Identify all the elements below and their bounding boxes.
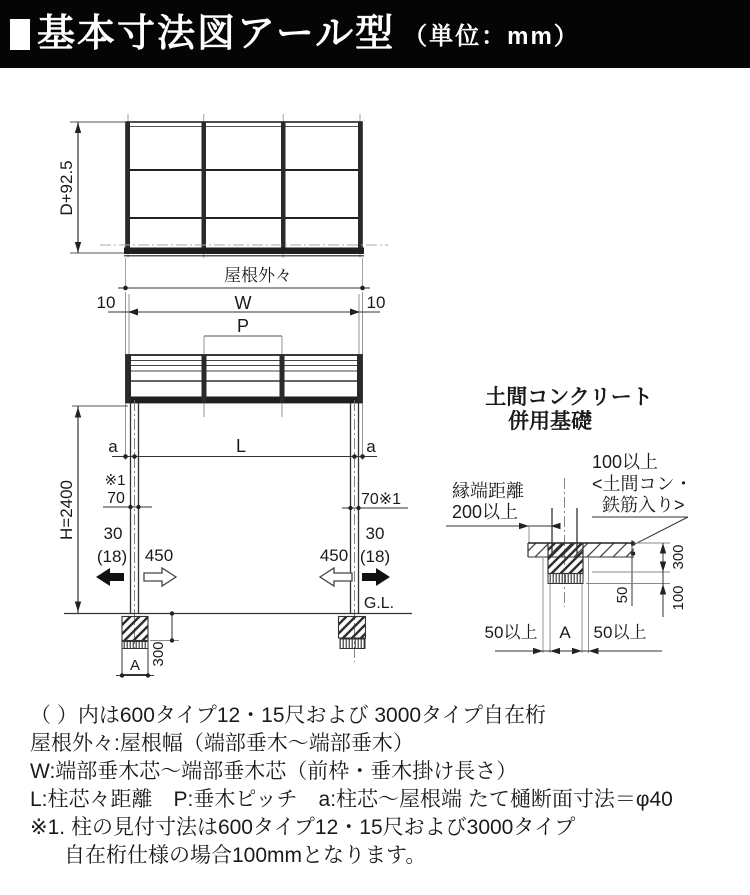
post-width-right-label: 70※1 xyxy=(360,491,402,508)
post-width-left-label: 70 xyxy=(107,490,125,507)
note-line-3: W:端部垂木芯〜端部垂木芯（前枠・垂木掛け長さ） xyxy=(30,760,518,783)
dim-30-left: 30 xyxy=(103,524,123,543)
footing-block xyxy=(548,543,583,574)
arrow-outline-right-icon xyxy=(144,568,176,586)
page-title: 基本寸法図アール型 xyxy=(37,13,396,55)
offset-arrows-right xyxy=(320,524,390,586)
note-line-5: ※1. 柱の見付寸法は600タイプ12・15尺および3000タイプ xyxy=(30,816,576,839)
a-right-label: a xyxy=(366,437,376,456)
note-line-4: L:柱芯々距離 P:垂木ピッチ a:柱芯〜屋根端 たて樋断面寸法＝φ40 xyxy=(30,788,673,811)
depth-dimension xyxy=(57,122,126,253)
roof-outer-label: 屋根外々 xyxy=(224,266,292,285)
offset-arrows-left xyxy=(96,524,176,586)
edge-distance-label-line1: 縁端距離 xyxy=(452,481,524,501)
span-dimension xyxy=(108,403,377,460)
dim-450-left: 450 xyxy=(144,546,174,565)
footing-depth-label: 300 xyxy=(150,641,167,667)
dim-18-right: (18) xyxy=(359,547,391,566)
width-label: W xyxy=(234,293,252,313)
dim-18-left: (18) xyxy=(96,547,128,566)
footing-width-label: A xyxy=(129,657,141,674)
arrow-outline-left-icon xyxy=(320,568,352,586)
note-line-1: （ ）内は600タイプ12・15尺および 3000タイプ自在桁 xyxy=(30,704,547,727)
unit-label: （単位：mm） xyxy=(403,23,580,50)
dim-100-label: 100 xyxy=(670,585,687,611)
arrow-black-left-icon xyxy=(96,568,124,586)
dim-300-label: 300 xyxy=(670,544,687,570)
dimension-drawing xyxy=(0,68,750,690)
front-beam-plan xyxy=(124,248,364,255)
offset-right-label: 10 xyxy=(366,293,386,312)
length-label: L xyxy=(235,436,247,456)
foundation-detail xyxy=(446,385,693,654)
pitch-dimension xyxy=(204,316,282,354)
arrow-black-right-icon xyxy=(362,568,390,586)
note-line-2: 屋根外々:屋根幅（端部垂木〜端部垂木） xyxy=(30,732,414,755)
dim-50-label: 50 xyxy=(614,586,631,604)
post-width-dimension-right xyxy=(342,491,408,510)
gravel-layer xyxy=(548,574,583,584)
offset-left-label: 10 xyxy=(96,293,116,312)
dim-30-right: 30 xyxy=(365,524,385,543)
edge-distance-label-line2: 200以上 xyxy=(452,502,519,522)
height-dim-label: H=2400 xyxy=(57,479,76,541)
detail-title-line2: 併用基礎 xyxy=(508,410,592,433)
title-square-bullet xyxy=(10,19,30,50)
footnotes xyxy=(0,690,750,870)
dim-450-right: 450 xyxy=(319,546,349,565)
roof-panel-outline xyxy=(126,122,362,253)
note-ref-label: ※1 xyxy=(104,472,126,489)
detail-title-line1: 土間コンクリート xyxy=(485,386,653,409)
plan-view xyxy=(57,114,388,290)
slab-spec-label-line2: <土間コン・ xyxy=(592,474,693,494)
post-width-dimension-left xyxy=(103,472,152,509)
foundation-left xyxy=(116,611,179,677)
note-line-6: 自在桁仕様の場合100mmとなります。 xyxy=(64,844,427,867)
slab-spec-label-line1: 100以上 xyxy=(592,452,659,472)
clearance-right-label: 50以上 xyxy=(593,623,647,642)
slab-spec-label-line3: 鉄筋入り> xyxy=(602,495,685,515)
detail-footing-width-label: A xyxy=(559,623,571,642)
foundation-right xyxy=(339,617,366,649)
pitch-label: P xyxy=(236,316,250,336)
roof-outer-dimension xyxy=(118,258,370,290)
roof-front-band xyxy=(126,355,362,417)
depth-dim-label: D+92.5 xyxy=(57,160,76,216)
ground-label: G.L. xyxy=(363,595,395,612)
title-bar xyxy=(0,0,750,68)
front-view xyxy=(57,292,412,678)
a-left-label: a xyxy=(108,437,118,456)
clearance-left-label: 50以上 xyxy=(484,623,538,642)
